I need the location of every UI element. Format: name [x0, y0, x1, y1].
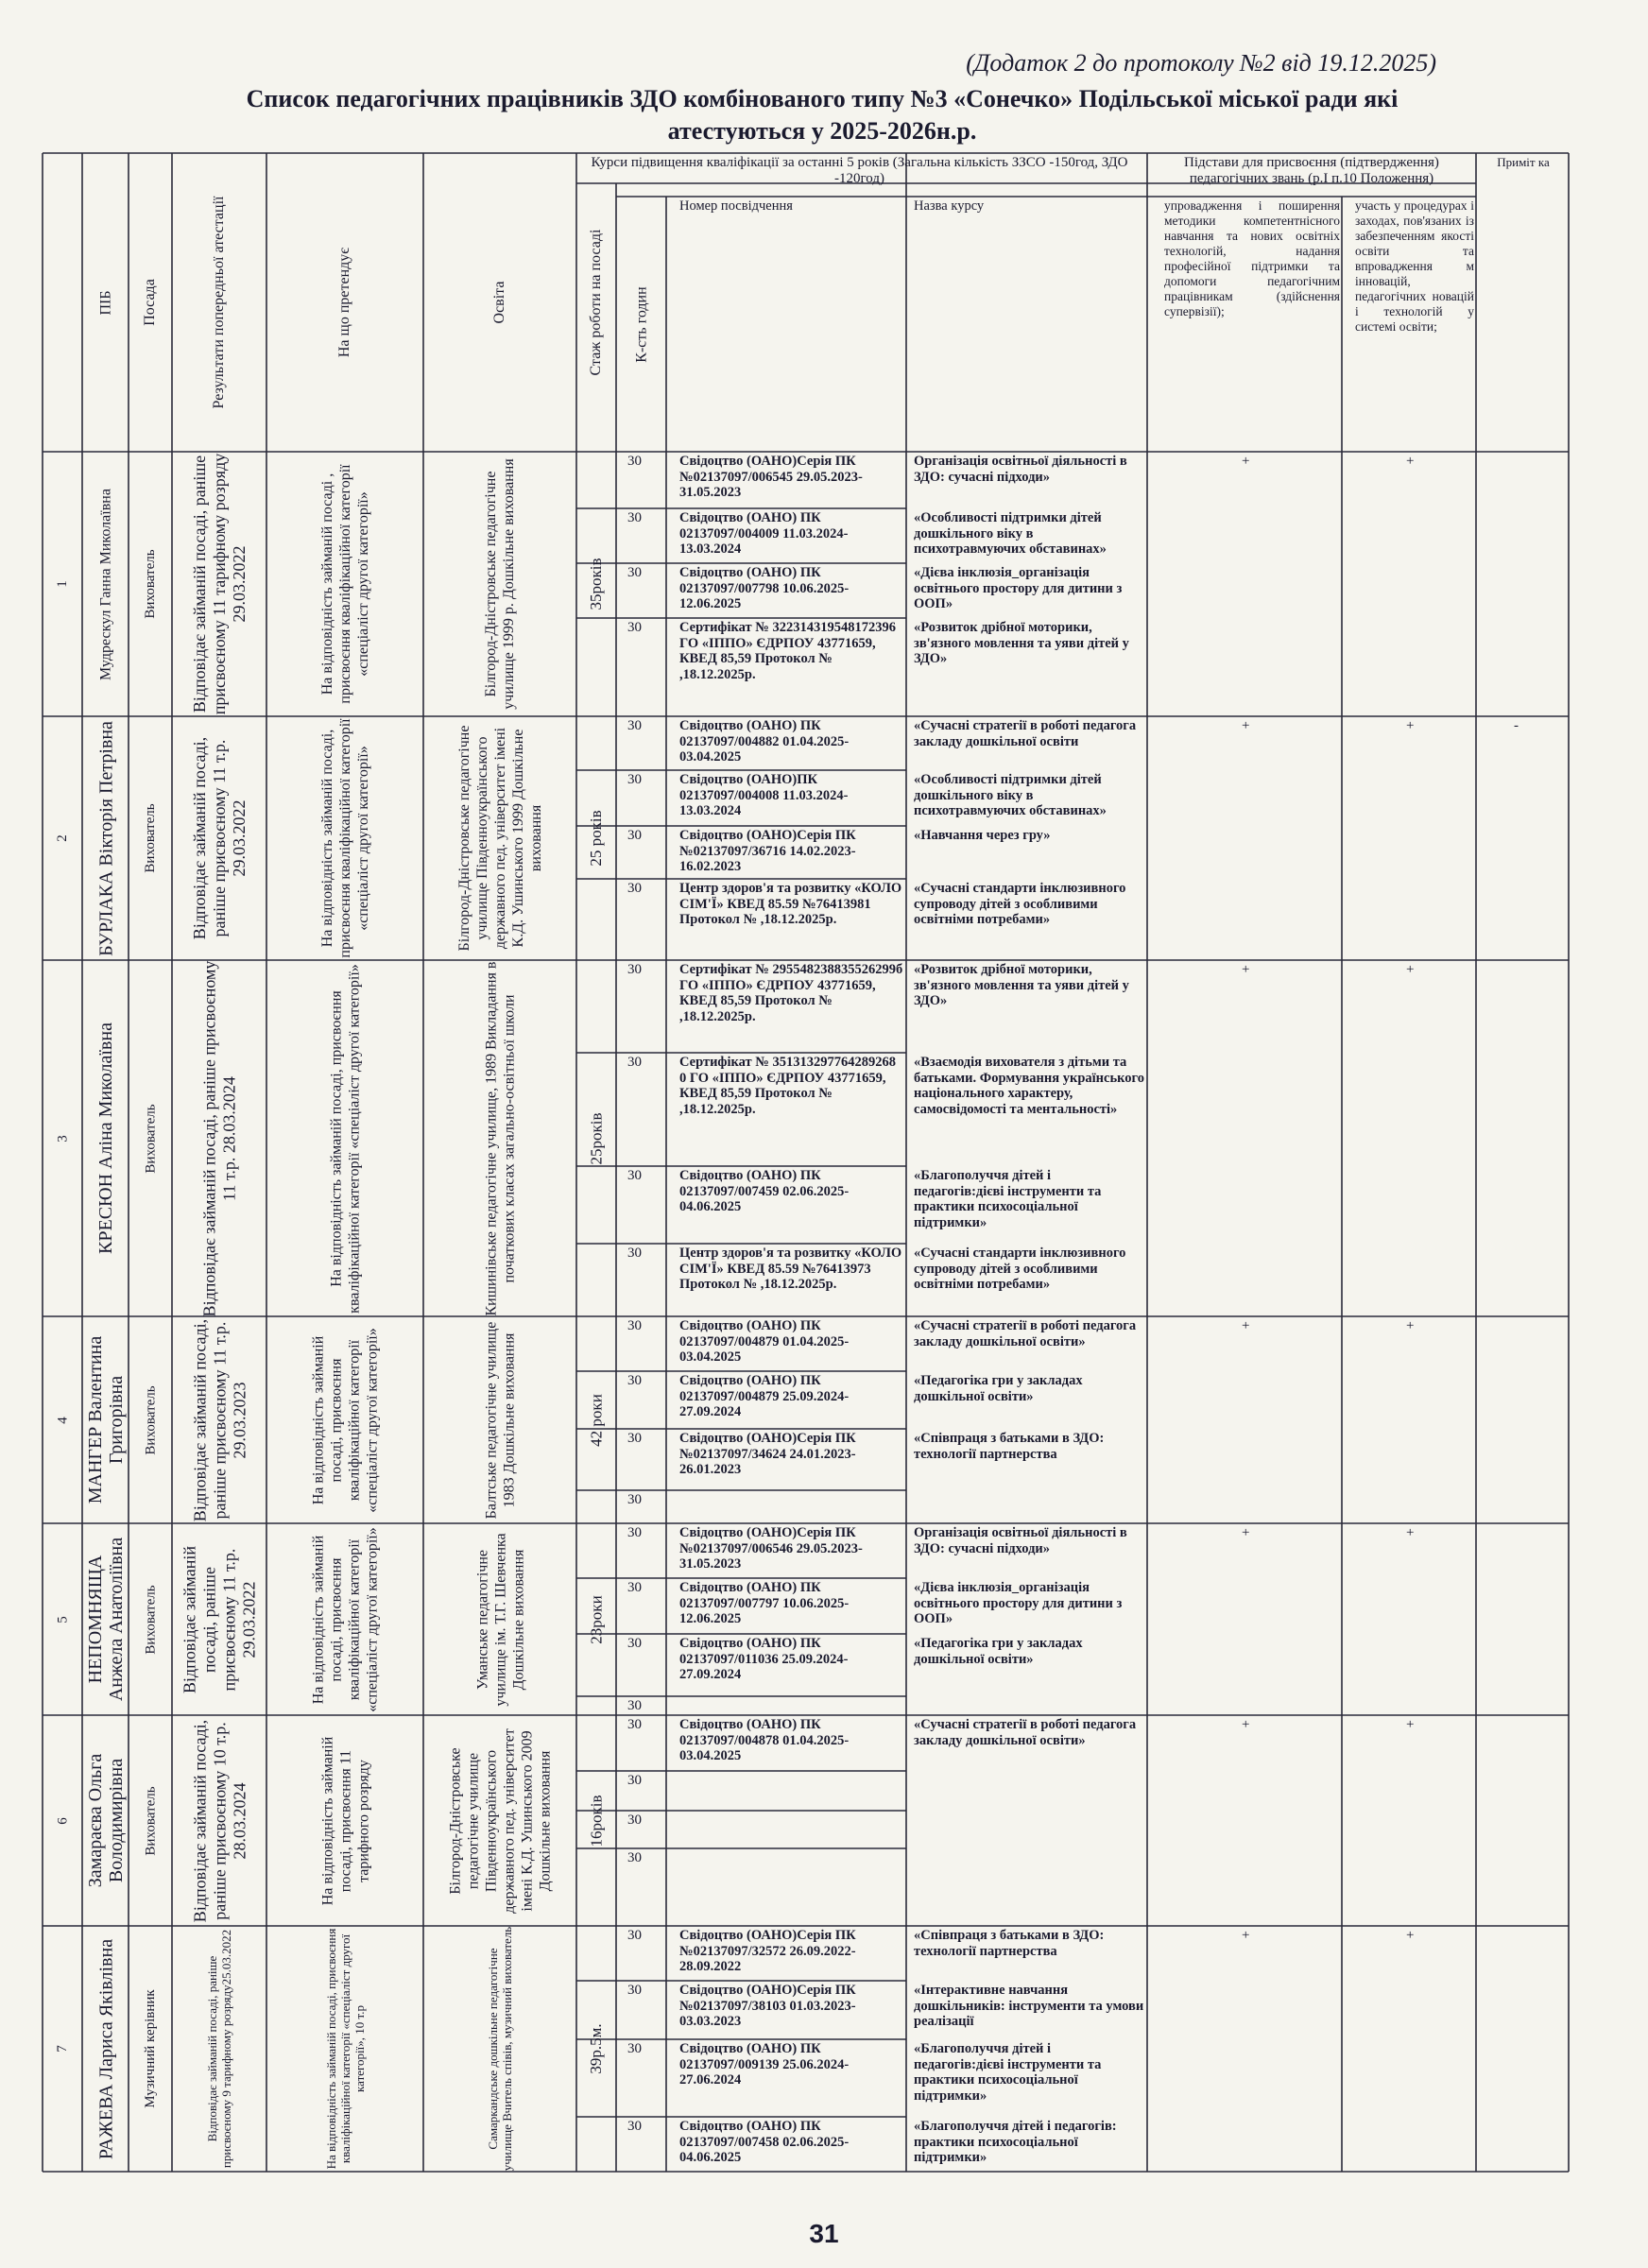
employee-3-course-1-cert: Сертифікат № 295548238835526299б ГО «ІППО» ЄДРПОУ 43771659, КВЕД 85,59 Протокол № ,18.12.2025р.	[679, 962, 903, 1024]
header-courses: Курси підвищення кваліфікації за останні 5 років (Загальна кількість ЗЗСО -150год, ЗДО -120год)	[591, 155, 1128, 185]
employee-5-ground-1-mark: +	[1242, 1525, 1250, 1540]
employee-2-course-1-cert: Свідоцтво (ОАНО) ПК 02137097/004882 01.04.2025-03.04.2025	[679, 718, 850, 765]
employee-2-course-4-cert: Центр здоров'я та розвитку «КОЛО СІМ'Ї» КВЕД 85.59 №76413981 Протокол № ,18.12.2025р.	[679, 881, 902, 927]
employee-6-course-2-hours: 30	[627, 1773, 642, 1788]
header-cert-no: Номер посвідчення	[679, 198, 793, 214]
employee-1-course-2-cert: Свідоцтво (ОАНО) ПК 02137097/004009 11.03.2024-13.03.2024	[679, 510, 849, 557]
employee-1-education: Білгород-Дністровське педагогічне училище 1999 р. Дошкільне виховання	[483, 458, 517, 710]
employee-5-position: Вихователь	[143, 1584, 158, 1655]
header-position: Посада	[142, 279, 158, 326]
employee-2-course-3-hours: 30	[627, 828, 642, 843]
employee-3-claim: На відповідність займаній посаді, присвоєння кваліфікаційної категорії «спеціаліст другої категорії»	[328, 963, 362, 1314]
employee-7-course-4-cert: Свідоцтво (ОАНО) ПК 02137097/007458 02.06.2025-04.06.2025	[679, 2119, 850, 2165]
employee-5-experience: 23роки	[587, 1594, 605, 1644]
employee-7-course-3-course-name: «Благополуччя дітей і педагогів:дієві інструменти та практики психосоціальної підтримки»	[914, 2041, 1102, 2104]
employee-4-course-2-cert: Свідоцтво (ОАНО) ПК 02137097/004879 25.09.2024-27.09.2024	[679, 1373, 850, 1419]
employee-7-education: Самаркандське дошкільне педагогічне училище Вчитель співів, музичний вихователь	[486, 1926, 514, 2172]
header-pib: ПІБ	[96, 289, 113, 316]
employee-6-ground-1-mark: +	[1242, 1717, 1250, 1732]
employee-5-course-2-cert: Свідоцтво (ОАНО) ПК 02137097/007797 10.06.2025-12.06.2025	[679, 1580, 850, 1626]
employee-6-prev-result: Відповідає займаній посаді, раніше присвоєному 10 т.р. 28.03.2024	[189, 1719, 249, 1922]
employee-3-number: 3	[55, 1134, 70, 1143]
employee-5-course-4-hours: 30	[627, 1698, 642, 1713]
employee-6-course-4-hours: 30	[627, 1850, 642, 1865]
employee-3-course-3-course-name: «Благополуччя дітей і педагогів:дієві інструменти та практики психосоціальної підтримки»	[914, 1168, 1102, 1230]
employee-7-course-3-hours: 30	[627, 2041, 642, 2056]
employee-5-ground-2-mark: +	[1406, 1525, 1415, 1540]
employee-5-course-3-cert: Свідоцтво (ОАНО) ПК 02137097/011036 25.09.2024-27.09.2024	[679, 1636, 849, 1682]
employee-5-name: НЕПОМНЯЩА Анжела Анатоліївна	[84, 1537, 127, 1702]
employee-6-course-1-cert: Свідоцтво (ОАНО) ПК 02137097/004878 01.04.2025-03.04.2025	[679, 1717, 850, 1763]
employee-7-course-2-cert: Свідоцтво (ОАНО)Серія ПК №02137097/38103 01.03.2023-03.03.2023	[679, 1983, 856, 2029]
employee-6-name: Замараєва Ольга Володимирівна	[84, 1753, 127, 1888]
header-ground-2: участь у процедурах і заходах, пов'язаних із забезпеченням якості освіти та впровадження м інновацій, педагогічних новацій і технологій у системі освіти;	[1355, 198, 1474, 334]
employee-3-course-3-cert: Свідоцтво (ОАНО) ПК 02137097/007459 02.06.2025-04.06.2025	[679, 1168, 850, 1214]
employee-7-ground-2-mark: +	[1406, 1928, 1415, 1943]
employee-3-position: Вихователь	[143, 1103, 158, 1174]
employee-7-claim: На відповідність займаній посаді, присвоєння кваліфікаційної категорії «спеціаліст другої категорії», 10 т.р	[323, 1928, 367, 2170]
employee-2-experience: 25 років	[587, 810, 605, 867]
employee-1-course-3-hours: 30	[627, 565, 642, 580]
employee-3-prev-result: Відповідає займаній посаді, раніше присвоєному 11 т.р. 28.03.2024	[199, 960, 238, 1316]
employee-1-claim: На відповідність займаній посаді , присвоєння кваліфікаційної категорії «спеціаліст другої категорії»	[318, 464, 371, 704]
employee-7-course-1-cert: Свідоцтво (ОАНО)Серія ПК №02137097/32572 26.09.2022-28.09.2022	[679, 1928, 856, 1974]
employee-4-ground-2-mark: +	[1406, 1318, 1415, 1333]
employee-1-course-4-cert: Сертифікат № 322314319548172396 ГО «ІППО» ЄДРПОУ 43771659, КВЕД 85,59 Протокол № ,18.12.2025р.	[679, 620, 896, 682]
employee-7-course-2-course-name: «Інтерактивне навчання дошкільників: інструменти та умови реалізації	[914, 1983, 1144, 2029]
employee-7-course-2-hours: 30	[627, 1983, 642, 1998]
employee-4-experience: 42 роки	[587, 1393, 605, 1447]
employee-5-course-3-hours: 30	[627, 1636, 642, 1651]
employee-3-course-2-hours: 30	[627, 1055, 642, 1070]
employee-4-course-2-course-name: «Педагогіка гри у закладах дошкільної освіти»	[914, 1373, 1083, 1404]
employee-1-course-4-course-name: «Розвиток дрібної моторики, зв'язного мовлення та уяви дітей у ЗДО»	[914, 620, 1129, 666]
employee-2-number: 2	[55, 834, 70, 842]
page-number: 31	[809, 2219, 839, 2248]
employee-2-ground-1-mark: +	[1242, 718, 1250, 733]
employee-4-course-3-cert: Свідоцтво (ОАНО)Серія ПК №02137097/34624 24.01.2023-26.01.2023	[679, 1431, 856, 1477]
employee-2-course-3-cert: Свідоцтво (ОАНО)Серія ПК №02137097/36716 14.02.2023-16.02.2023	[679, 828, 856, 874]
employee-2-course-2-cert: Свідоцтво (ОАНО)ПК 02137097/004008 11.03.2024-13.03.2024	[679, 772, 849, 818]
employee-7-number: 7	[55, 2045, 70, 2053]
employee-1-name: Мудрескул Ганна Миколаївна	[96, 488, 113, 680]
employee-5-course-3-course-name: «Педагогіка гри у закладах дошкільної освіти»	[914, 1636, 1083, 1667]
employee-1-course-1-hours: 30	[627, 454, 642, 469]
employee-7-course-1-course-name: «Співпраця з батьками в ЗДО: технології партнерства	[914, 1928, 1105, 1959]
header-experience: Стаж роботи на посаді	[588, 229, 604, 376]
employee-3-course-4-cert: Центр здоров'я та розвитку «КОЛО СІМ'Ї» КВЕД 85.59 №76413973 Протокол № ,18.12.2025р.	[679, 1246, 902, 1292]
employee-4-claim: На відповідність займаній посаді, присвоєння кваліфікаційної категорії «спеціаліст другої категорії»	[310, 1327, 380, 1513]
employee-3-course-4-hours: 30	[627, 1246, 642, 1261]
employee-4-education: Балтське педагогічне училище 1983 Дошкільне виховання	[483, 1321, 517, 1519]
employee-2-course-2-hours: 30	[627, 772, 642, 787]
employee-3-course-2-course-name: «Взаємодія вихователя з дітьми та батьками. Формування українського національного характеру, самосвідомості та ментальності»	[914, 1055, 1144, 1117]
employee-3-ground-1-mark: +	[1242, 962, 1250, 977]
employee-7-course-3-cert: Свідоцтво (ОАНО) ПК 02137097/009139 25.06.2024-27.06.2024	[679, 2041, 850, 2088]
employee-6-course-1-course-name: «Сучасні стратегії в роботі педагога закладу дошкільної освіти»	[914, 1717, 1137, 1748]
employee-2-claim: На відповідність займаній посаді, присвоєння кваліфікаційної категорії «спеціаліст другої категорії»	[318, 718, 371, 958]
employee-2-name: БУРЛАКА Вікторія Петрівна	[94, 720, 116, 956]
employee-2-course-1-course-name: «Сучасні стратегії в роботі педагога закладу дошкільної освіти	[914, 718, 1137, 749]
employee-3-education: Кишинівське педагогічне училище, 1989 Викладання в початкових класах загально-освітньої школи	[483, 961, 517, 1315]
employee-6-ground-2-mark: +	[1406, 1717, 1415, 1732]
employee-5-course-2-hours: 30	[627, 1580, 642, 1595]
employee-1-course-3-cert: Свідоцтво (ОАНО) ПК 02137097/007798 10.06.2025-12.06.2025	[679, 565, 850, 611]
title-line-2: атестуються у 2025-2026н.р.	[667, 117, 977, 145]
employee-1-position: Вихователь	[143, 549, 158, 619]
employee-7-name: РАЖЕВА Лариса Яківлівна	[94, 1938, 116, 2159]
employee-1-course-1-cert: Свідоцтво (ОАНО)Серія ПК №02137097/006545 29.05.2023-31.05.2023	[679, 454, 863, 500]
employee-1-ground-2-mark: +	[1406, 454, 1415, 469]
employee-1-course-1-course-name: Організація освітньої діяльності в ЗДО: сучасні підходи»	[914, 454, 1127, 485]
employee-2-note: -	[1514, 718, 1519, 733]
employee-3-course-2-cert: Сертифікат № 351313297764289268 0 ГО «ІППО» ЄДРПОУ 43771659, КВЕД 85,59 Протокол № ,18.12.2025р.	[679, 1055, 896, 1117]
employee-1-number: 1	[55, 580, 70, 588]
employee-5-education: Уманське педагогічне училище ім. Т.Г. Шевченка Дошкільне виховання	[473, 1532, 526, 1707]
employee-4-course-3-course-name: «Співпраця з батьками в ЗДО: технології партнерства	[914, 1431, 1105, 1462]
employee-5-course-1-hours: 30	[627, 1525, 642, 1540]
employee-6-education: Білгород-Дністровське педагогічне училище Південноукраїнського державного пед. університет імені К.Д. Ушинського 2009 Дошкільне виховання	[447, 1727, 553, 1914]
employee-4-course-1-course-name: «Сучасні стратегії в роботі педагога закладу дошкільної освіти»	[914, 1318, 1137, 1349]
employee-7-course-1-hours: 30	[627, 1928, 642, 1943]
annex-note: (Додаток 2 до протоколу №2 від 19.12.2025)	[966, 49, 1436, 77]
employee-7-experience: 39р.5м.	[587, 2023, 605, 2074]
employee-4-prev-result: Відповідає займаній посаді, раніше присвоєному 11 т.р. 29.03.2023	[189, 1318, 249, 1521]
employee-4-course-4-hours: 30	[627, 1492, 642, 1507]
employee-1-prev-result: Відповідає займаній посаді, раніше присвоєному 11 тарифному розряду 29.03.2022	[189, 453, 249, 715]
employee-6-course-1-hours: 30	[627, 1717, 642, 1732]
header-grounds: Підстави для присвоєння (підтвердження) педагогічних звань (р.І п.10 Положення)	[1184, 155, 1439, 185]
header-claim: На що претендує	[336, 247, 352, 358]
employee-3-course-1-hours: 30	[627, 962, 642, 977]
employee-7-position: Музичний керівник	[143, 1989, 158, 2108]
employee-7-prev-result: Відповідає займаній посаді, раніше присвоєному 9 тарифному розряду25.03.2022	[205, 1929, 233, 2169]
employee-1-experience: 35років	[587, 558, 605, 610]
employee-2-course-1-hours: 30	[627, 718, 642, 733]
employee-1-course-4-hours: 30	[627, 620, 642, 635]
employee-7-course-4-hours: 30	[627, 2119, 642, 2134]
employee-1-ground-1-mark: +	[1242, 454, 1250, 469]
employee-4-course-1-cert: Свідоцтво (ОАНО) ПК 02137097/004879 01.04.2025-03.04.2025	[679, 1318, 850, 1365]
employee-3-course-3-hours: 30	[627, 1168, 642, 1183]
employee-2-education: Білгород-Дністровське педагогічне училище Південноукраїнського державного пед. університет імені К.Д. Ушинського 1999 Дошкільне виховання	[455, 725, 544, 952]
header-prev-result: Результати попередньої атестації	[211, 196, 227, 409]
employee-4-number: 4	[55, 1416, 70, 1424]
employee-7-course-4-course-name: «Благополуччя дітей і педагогів: практики психосоціальної підтримки»	[914, 2119, 1117, 2165]
employee-2-prev-result: Відповідає займаній посаді, раніше присвоєному 11 т.р. 29.03.2022	[189, 736, 249, 940]
employee-6-number: 6	[55, 1816, 70, 1825]
employee-6-course-3-hours: 30	[627, 1813, 642, 1828]
header-course-name: Назва курсу	[914, 198, 985, 214]
header-education: Освіта	[491, 281, 507, 324]
employee-1-course-3-course-name: «Дієва інклюзія_організація освітнього простору для дитини з ООП»	[914, 565, 1123, 611]
employee-1-course-2-hours: 30	[627, 510, 642, 525]
employee-1-course-2-course-name: «Особливості підтримки дітей дошкільного віку в психотравмуючих обставинах»	[914, 510, 1107, 557]
employee-2-course-4-course-name: «Сучасні стандарти інклюзивного супроводу дітей з особливими освітніми потребами»	[914, 881, 1126, 927]
employee-6-claim: На відповідність займаній посаді, присвоєння 11 тарифного розряду	[318, 1736, 371, 1905]
employee-6-experience: 16років	[587, 1795, 605, 1847]
employee-2-course-2-course-name: «Особливості підтримки дітей дошкільного віку в психотравмуючих обставинах»	[914, 772, 1107, 818]
employee-3-course-4-course-name: «Сучасні стандарти інклюзивного супроводу дітей з особливими освітніми потребами»	[914, 1246, 1126, 1292]
title-line-1: Список педагогічних працівників ЗДО комбінованого типу №3 «Сонечко» Подільської міської ради які	[246, 85, 1399, 112]
employee-2-course-4-hours: 30	[627, 881, 642, 896]
employee-3-course-1-course-name: «Розвиток дрібної моторики, зв'язного мовлення та уяви дітей у ЗДО»	[914, 962, 1129, 1008]
employee-6-position: Вихователь	[143, 1785, 158, 1856]
employee-3-ground-2-mark: +	[1406, 962, 1415, 977]
header-hours: К-сть годин	[632, 285, 649, 363]
employee-5-course-2-course-name: «Дієва інклюзія_організація освітнього простору для дитини з ООП»	[914, 1580, 1123, 1626]
employee-2-position: Вихователь	[143, 803, 158, 873]
employee-2-course-3-course-name: «Навчання через гру»	[914, 828, 1051, 843]
header-notes: Приміт ка	[1497, 155, 1550, 169]
employee-4-ground-1-mark: +	[1242, 1318, 1250, 1333]
employee-7-ground-1-mark: +	[1242, 1928, 1250, 1943]
employee-4-course-2-hours: 30	[627, 1373, 642, 1388]
employee-5-course-1-course-name: Організація освітньої діяльності в ЗДО: сучасні підходи»	[914, 1525, 1127, 1556]
header-ground-1: упровадження і поширення методики компетентнісного навчання та нових освітніх технологій, надання професійної підтримки та допомоги педагогічним працівникам (здійснення супервізії);	[1164, 198, 1340, 318]
employee-4-course-3-hours: 30	[627, 1431, 642, 1446]
employee-4-course-1-hours: 30	[627, 1318, 642, 1333]
employee-5-number: 5	[55, 1615, 70, 1624]
employee-4-position: Вихователь	[143, 1384, 158, 1455]
employee-3-experience: 25років	[587, 1112, 605, 1165]
employee-3-name: КРЕСЮН Аліна Миколаївна	[94, 1022, 116, 1254]
employee-4-name: МАНГЕР Валентина Григорівна	[84, 1335, 127, 1504]
employee-2-ground-2-mark: +	[1406, 718, 1415, 733]
employee-5-course-1-cert: Свідоцтво (ОАНО)Серія ПК №02137097/006546 29.05.2023-31.05.2023	[679, 1525, 863, 1572]
employee-5-prev-result: Відповідає займаній посаді, раніше присвоєному 11 т.р. 29.03.2022	[180, 1545, 258, 1693]
employee-5-claim: На відповідність займаній посаді, присвоєння кваліфікаційної категорії «спеціаліст другої категорії»	[310, 1526, 380, 1712]
